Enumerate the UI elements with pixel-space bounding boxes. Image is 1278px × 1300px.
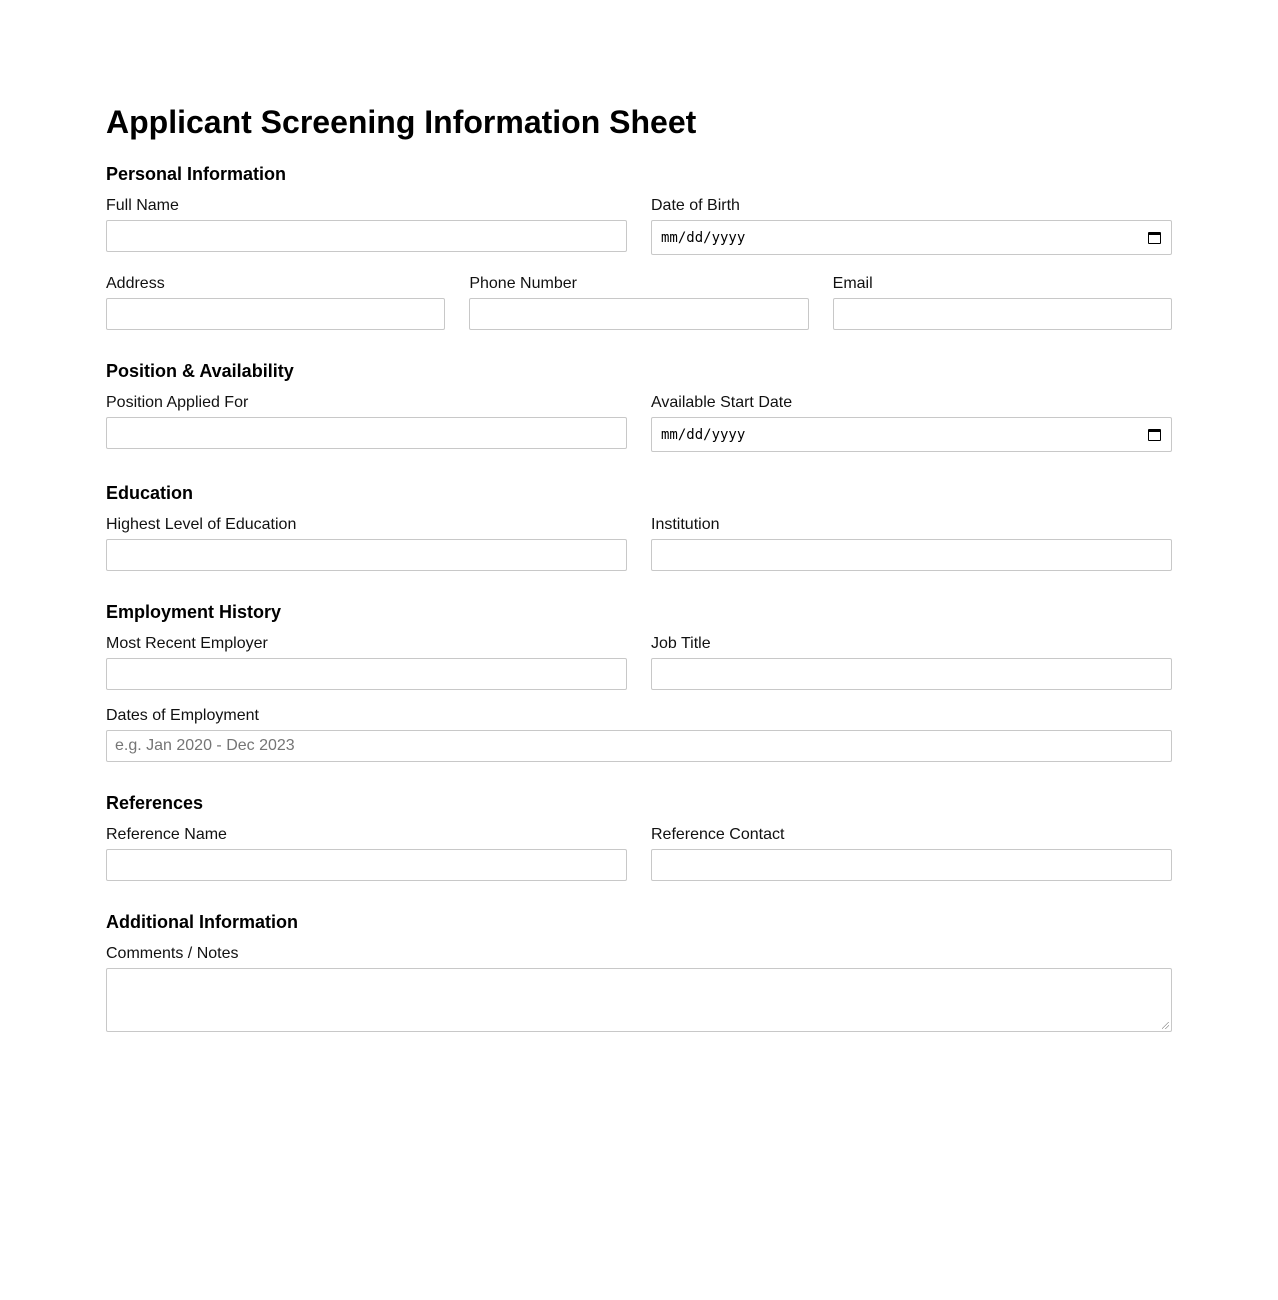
- section-heading: References: [106, 793, 204, 813]
- employment-dates-label: Dates of Employment: [106, 707, 259, 724]
- section-heading: Additional Information: [106, 912, 298, 932]
- calendar-icon[interactable]: [1148, 232, 1161, 244]
- position-applied-label: Position Applied For: [106, 394, 249, 411]
- resize-handle-icon[interactable]: [1162, 1022, 1169, 1029]
- section-education: [106, 482, 1172, 571]
- section-employment-history: [106, 601, 1172, 762]
- reference-name-input[interactable]: [106, 849, 627, 881]
- education-level-label: Highest Level of Education: [106, 516, 297, 533]
- comments-label: Comments / Notes: [106, 945, 239, 962]
- comments-textarea[interactable]: [106, 968, 1172, 1032]
- job-title-label: Job Title: [651, 635, 711, 652]
- page-title: Applicant Screening Information Sheet: [106, 104, 697, 140]
- employment-dates-input[interactable]: [106, 730, 1172, 762]
- reference-contact-label: Reference Contact: [651, 826, 785, 843]
- address-input[interactable]: [106, 298, 445, 330]
- start-date-input[interactable]: [651, 417, 1172, 452]
- job-title-input[interactable]: [651, 658, 1172, 690]
- date-placeholder: mm/dd/yyyy: [661, 229, 746, 246]
- section-additional-information: [106, 911, 1172, 1032]
- start-date-label: Available Start Date: [651, 394, 793, 411]
- reference-contact-input[interactable]: [651, 849, 1172, 881]
- section-heading: Education: [106, 483, 194, 503]
- section-heading: Personal Information: [106, 164, 287, 184]
- phone-label: Phone Number: [469, 275, 577, 292]
- screening-form: [106, 103, 1172, 1032]
- date-of-birth-input[interactable]: [651, 220, 1172, 255]
- employer-input[interactable]: [106, 658, 627, 690]
- address-label: Address: [106, 275, 165, 292]
- date-placeholder: mm/dd/yyyy: [661, 426, 746, 443]
- calendar-icon[interactable]: [1148, 429, 1161, 441]
- institution-label: Institution: [651, 516, 720, 533]
- email-label: Email: [832, 275, 873, 292]
- reference-name-label: Reference Name: [106, 826, 227, 843]
- education-level-input[interactable]: [106, 539, 627, 571]
- section-heading: Employment History: [106, 602, 282, 622]
- employment-dates-placeholder: e.g. Jan 2020 - Dec 2023: [115, 737, 295, 754]
- institution-input[interactable]: [651, 539, 1172, 571]
- date-of-birth-label: Date of Birth: [651, 197, 740, 214]
- section-heading: Position & Availability: [106, 361, 294, 381]
- employer-label: Most Recent Employer: [106, 635, 268, 652]
- email-input[interactable]: [833, 298, 1172, 330]
- section-position-availability: [106, 360, 1172, 452]
- full-name-label: Full Name: [106, 197, 179, 214]
- section-references: [106, 792, 1172, 881]
- position-applied-input[interactable]: [106, 417, 627, 449]
- full-name-input[interactable]: [106, 220, 627, 252]
- section-personal-information: [106, 163, 1172, 330]
- phone-input[interactable]: [469, 298, 808, 330]
